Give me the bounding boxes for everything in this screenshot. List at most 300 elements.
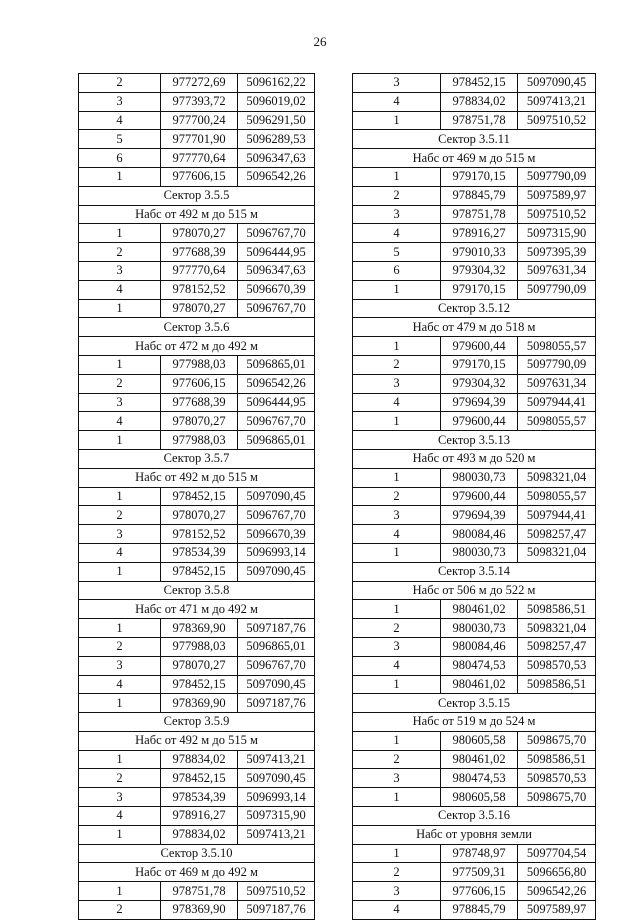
table-row [79,769,315,788]
table-row [353,468,596,487]
table-row [79,807,315,826]
x-coordinate-cell: 978152,52 [161,280,238,299]
x-coordinate-cell: 978070,27 [161,412,238,431]
y-coordinate-cell: 5096162,22 [238,74,315,93]
y-coordinate-cell: 5096767,70 [238,656,315,675]
y-coordinate-cell: 5096347,63 [238,261,315,280]
point-number-cell: 1 [353,731,441,750]
y-coordinate-cell: 5097187,76 [238,901,315,920]
x-coordinate-cell: 979170,15 [441,355,518,374]
table-row [79,431,315,450]
table-row [79,675,315,694]
x-coordinate-cell: 978070,27 [161,656,238,675]
point-number-cell: 1 [353,543,441,562]
table-row [353,731,596,750]
point-number-cell: 1 [353,337,441,356]
y-coordinate-cell: 5097413,21 [518,92,596,111]
x-coordinate-cell: 978751,78 [441,205,518,224]
table-row [353,374,596,393]
section-header-row [353,318,596,337]
x-coordinate-cell: 977606,15 [161,167,238,186]
point-number-cell: 1 [353,600,441,619]
y-coordinate-cell: 5096542,26 [238,374,315,393]
point-number-cell: 1 [353,675,441,694]
y-coordinate-cell: 5098586,51 [518,600,596,619]
x-coordinate-cell: 977509,31 [441,863,518,882]
point-number-cell: 2 [353,186,441,205]
point-number-cell: 6 [353,261,441,280]
y-coordinate-cell: 5098257,47 [518,637,596,656]
x-coordinate-cell: 978152,52 [161,525,238,544]
x-coordinate-cell: 978845,79 [441,186,518,205]
section-header-row [353,449,596,468]
point-number-cell: 3 [353,374,441,393]
table-row [79,543,315,562]
x-coordinate-cell: 980605,58 [441,731,518,750]
section-header-row [353,130,596,149]
x-coordinate-cell: 977688,39 [161,393,238,412]
x-coordinate-cell: 978369,90 [161,901,238,920]
table-row [353,675,596,694]
y-coordinate-cell: 5098055,57 [518,412,596,431]
x-coordinate-cell: 980474,53 [441,769,518,788]
point-number-cell: 3 [79,261,161,280]
section-header-cell: Набс от 472 м до 492 м [79,337,315,356]
table-row [353,280,596,299]
y-coordinate-cell: 5097187,76 [238,619,315,638]
point-number-cell: 6 [79,149,161,168]
y-coordinate-cell: 5097704,54 [518,844,596,863]
x-coordinate-cell: 978452,15 [161,769,238,788]
y-coordinate-cell: 5097944,41 [518,393,596,412]
table-row [353,111,596,130]
section-header-row [353,825,596,844]
x-coordinate-cell: 977688,39 [161,243,238,262]
point-number-cell: 1 [353,788,441,807]
y-coordinate-cell: 5098675,70 [518,731,596,750]
section-header-row [353,713,596,732]
point-number-cell: 1 [79,224,161,243]
point-number-cell: 1 [79,299,161,318]
section-header-row [79,863,315,882]
table-row [353,844,596,863]
x-coordinate-cell: 978916,27 [441,224,518,243]
point-number-cell: 1 [353,111,441,130]
point-number-cell: 3 [353,637,441,656]
section-header-row [79,186,315,205]
table-row [353,167,596,186]
table-row [79,393,315,412]
x-coordinate-cell: 977988,03 [161,355,238,374]
point-number-cell: 2 [79,374,161,393]
x-coordinate-cell: 978916,27 [161,807,238,826]
y-coordinate-cell: 5098675,70 [518,788,596,807]
section-header-row [79,581,315,600]
table-row [353,92,596,111]
y-coordinate-cell: 5096444,95 [238,243,315,262]
x-coordinate-cell: 978534,39 [161,788,238,807]
table-row [79,130,315,149]
y-coordinate-cell: 5098321,04 [518,543,596,562]
table-row [353,525,596,544]
y-coordinate-cell: 5097790,09 [518,167,596,186]
x-coordinate-cell: 977606,15 [161,374,238,393]
x-coordinate-cell: 977606,15 [441,882,518,901]
x-coordinate-cell: 979600,44 [441,412,518,431]
y-coordinate-cell: 5098321,04 [518,619,596,638]
x-coordinate-cell: 978070,27 [161,299,238,318]
table-row [79,280,315,299]
table-row [79,506,315,525]
y-coordinate-cell: 5096542,26 [238,167,315,186]
x-coordinate-cell: 977701,90 [161,130,238,149]
y-coordinate-cell: 5096444,95 [238,393,315,412]
x-coordinate-cell: 979170,15 [441,167,518,186]
table-row [79,562,315,581]
point-number-cell: 2 [79,506,161,525]
point-number-cell: 3 [79,788,161,807]
point-number-cell: 2 [79,74,161,93]
y-coordinate-cell: 5098570,53 [518,656,596,675]
point-number-cell: 3 [353,769,441,788]
table-row [353,186,596,205]
point-number-cell: 4 [353,525,441,544]
section-header-row [79,318,315,337]
y-coordinate-cell: 5097790,09 [518,355,596,374]
y-coordinate-cell: 5097510,52 [238,882,315,901]
y-coordinate-cell: 5096019,02 [238,92,315,111]
section-header-row [353,299,596,318]
x-coordinate-cell: 977272,69 [161,74,238,93]
x-coordinate-cell: 980030,73 [441,619,518,638]
y-coordinate-cell: 5096767,70 [238,224,315,243]
x-coordinate-cell: 979304,32 [441,374,518,393]
table-row [353,656,596,675]
point-number-cell: 2 [79,769,161,788]
section-header-row [79,449,315,468]
y-coordinate-cell: 5096670,39 [238,525,315,544]
x-coordinate-cell: 979010,33 [441,243,518,262]
y-coordinate-cell: 5097790,09 [518,280,596,299]
y-coordinate-cell: 5096289,53 [238,130,315,149]
x-coordinate-cell: 978369,90 [161,694,238,713]
point-number-cell: 1 [79,562,161,581]
point-number-cell: 1 [79,825,161,844]
point-number-cell: 4 [79,280,161,299]
x-coordinate-cell: 979694,39 [441,506,518,525]
table-row [79,656,315,675]
section-header-row [79,713,315,732]
point-number-cell: 1 [79,882,161,901]
point-number-cell: 2 [353,355,441,374]
table-row [79,111,315,130]
point-number-cell: 1 [79,355,161,374]
x-coordinate-cell: 978369,90 [161,619,238,638]
y-coordinate-cell: 5097413,21 [238,750,315,769]
x-coordinate-cell: 979694,39 [441,393,518,412]
point-number-cell: 3 [79,525,161,544]
point-number-cell: 2 [353,863,441,882]
y-coordinate-cell: 5098570,53 [518,769,596,788]
point-number-cell: 1 [353,412,441,431]
x-coordinate-cell: 980474,53 [441,656,518,675]
section-header-row [353,581,596,600]
table-row [79,92,315,111]
y-coordinate-cell: 5096542,26 [518,882,596,901]
section-header-cell: Сектор 3.5.6 [79,318,315,337]
section-header-row [79,205,315,224]
table-row [79,149,315,168]
y-coordinate-cell: 5097589,97 [518,901,596,920]
section-header-cell: Набс от уровня земли [353,825,596,844]
y-coordinate-cell: 5096767,70 [238,299,315,318]
x-coordinate-cell: 978834,02 [161,825,238,844]
point-number-cell: 5 [353,243,441,262]
table-row [79,694,315,713]
y-coordinate-cell: 5098586,51 [518,750,596,769]
point-number-cell: 4 [353,92,441,111]
x-coordinate-cell: 980461,02 [441,600,518,619]
x-coordinate-cell: 980084,46 [441,525,518,544]
y-coordinate-cell: 5097589,97 [518,186,596,205]
section-header-cell: Сектор 3.5.10 [79,844,315,863]
section-header-cell: Набс от 492 м до 515 м [79,731,315,750]
point-number-cell: 3 [353,506,441,525]
x-coordinate-cell: 979600,44 [441,487,518,506]
x-coordinate-cell: 978834,02 [161,750,238,769]
section-header-cell: Набс от 469 м до 515 м [353,149,596,168]
table-row [79,299,315,318]
table-row [353,788,596,807]
point-number-cell: 3 [353,205,441,224]
table-row [353,224,596,243]
y-coordinate-cell: 5097090,45 [518,74,596,93]
section-header-cell: Сектор 3.5.13 [353,431,596,450]
point-number-cell: 2 [79,637,161,656]
table-row [79,374,315,393]
y-coordinate-cell: 5097090,45 [238,562,315,581]
point-number-cell: 1 [353,468,441,487]
x-coordinate-cell: 980030,73 [441,468,518,487]
point-number-cell: 1 [353,280,441,299]
y-coordinate-cell: 5098257,47 [518,525,596,544]
point-number-cell: 4 [353,656,441,675]
section-header-cell: Набс от 469 м до 492 м [79,863,315,882]
table-row [353,506,596,525]
table-row [353,412,596,431]
section-header-row [79,337,315,356]
point-number-cell: 1 [79,431,161,450]
y-coordinate-cell: 5097944,41 [518,506,596,525]
section-header-row [353,431,596,450]
section-header-cell: Набс от 471 м до 492 м [79,600,315,619]
x-coordinate-cell: 978845,79 [441,901,518,920]
x-coordinate-cell: 977770,64 [161,261,238,280]
table-row [353,882,596,901]
x-coordinate-cell: 977393,72 [161,92,238,111]
section-header-cell: Набс от 492 м до 515 м [79,205,315,224]
table-row [79,224,315,243]
y-coordinate-cell: 5097187,76 [238,694,315,713]
y-coordinate-cell: 5097413,21 [238,825,315,844]
section-header-row [79,468,315,487]
y-coordinate-cell: 5097315,90 [518,224,596,243]
section-header-cell: Сектор 3.5.5 [79,186,315,205]
page-number: 26 [313,34,327,49]
x-coordinate-cell: 980030,73 [441,543,518,562]
y-coordinate-cell: 5097510,52 [518,111,596,130]
y-coordinate-cell: 5097090,45 [238,769,315,788]
x-coordinate-cell: 978452,15 [161,562,238,581]
table-row [79,355,315,374]
y-coordinate-cell: 5097395,39 [518,243,596,262]
table-row [79,901,315,920]
x-coordinate-cell: 977988,03 [161,637,238,656]
point-number-cell: 2 [79,243,161,262]
point-number-cell: 3 [353,74,441,93]
point-number-cell: 3 [79,92,161,111]
table-row [79,637,315,656]
x-coordinate-cell: 980084,46 [441,637,518,656]
coordinates-table-right [352,73,596,920]
point-number-cell: 1 [79,167,161,186]
point-number-cell: 5 [79,130,161,149]
table-row [79,882,315,901]
section-header-cell: Сектор 3.5.8 [79,581,315,600]
table-row [353,637,596,656]
table-row [353,355,596,374]
y-coordinate-cell: 5096865,01 [238,637,315,656]
point-number-cell: 4 [79,111,161,130]
point-number-cell: 3 [79,656,161,675]
table-row [79,243,315,262]
point-number-cell: 1 [79,694,161,713]
x-coordinate-cell: 979304,32 [441,261,518,280]
table-row [353,543,596,562]
x-coordinate-cell: 979600,44 [441,337,518,356]
section-header-cell: Сектор 3.5.12 [353,299,596,318]
section-header-cell: Набс от 492 м до 515 м [79,468,315,487]
x-coordinate-cell: 978748,97 [441,844,518,863]
y-coordinate-cell: 5097631,34 [518,261,596,280]
table-row [79,750,315,769]
table-row [353,750,596,769]
table-row [353,337,596,356]
y-coordinate-cell: 5097090,45 [238,675,315,694]
y-coordinate-cell: 5098055,57 [518,337,596,356]
table-row [353,863,596,882]
y-coordinate-cell: 5096767,70 [238,412,315,431]
section-header-row [79,844,315,863]
x-coordinate-cell: 980461,02 [441,675,518,694]
x-coordinate-cell: 977700,24 [161,111,238,130]
y-coordinate-cell: 5098055,57 [518,487,596,506]
y-coordinate-cell: 5097315,90 [238,807,315,826]
table-row [79,619,315,638]
table-row [79,74,315,93]
y-coordinate-cell: 5096656,80 [518,863,596,882]
y-coordinate-cell: 5096347,63 [238,149,315,168]
table-row [79,167,315,186]
table-row [353,487,596,506]
section-header-cell: Сектор 3.5.11 [353,130,596,149]
y-coordinate-cell: 5096767,70 [238,506,315,525]
x-coordinate-cell: 977770,64 [161,149,238,168]
y-coordinate-cell: 5096291,50 [238,111,315,130]
point-number-cell: 1 [79,619,161,638]
point-number-cell: 3 [353,882,441,901]
x-coordinate-cell: 978452,15 [441,74,518,93]
point-number-cell: 4 [79,807,161,826]
section-header-row [79,600,315,619]
x-coordinate-cell: 978834,02 [441,92,518,111]
y-coordinate-cell: 5096993,14 [238,543,315,562]
table-row [353,243,596,262]
section-header-cell: Сектор 3.5.15 [353,694,596,713]
point-number-cell: 1 [353,844,441,863]
table-row [353,205,596,224]
y-coordinate-cell: 5096993,14 [238,788,315,807]
x-coordinate-cell: 978452,15 [161,675,238,694]
coordinates-table-left [78,73,315,920]
y-coordinate-cell: 5098586,51 [518,675,596,694]
point-number-cell: 1 [353,167,441,186]
point-number-cell: 4 [353,901,441,920]
y-coordinate-cell: 5097510,52 [518,205,596,224]
x-coordinate-cell: 977988,03 [161,431,238,450]
point-number-cell: 2 [353,619,441,638]
section-header-cell: Набс от 493 м до 520 м [353,449,596,468]
section-header-cell: Сектор 3.5.9 [79,713,315,732]
section-header-row [79,731,315,750]
x-coordinate-cell: 978070,27 [161,506,238,525]
table-row [79,412,315,431]
y-coordinate-cell: 5096865,01 [238,355,315,374]
section-header-row [353,562,596,581]
x-coordinate-cell: 978751,78 [441,111,518,130]
y-coordinate-cell: 5098321,04 [518,468,596,487]
table-row [79,487,315,506]
section-header-cell: Набс от 519 м до 524 м [353,713,596,732]
point-number-cell: 4 [79,543,161,562]
y-coordinate-cell: 5097631,34 [518,374,596,393]
point-number-cell: 1 [79,750,161,769]
table-row [79,825,315,844]
table-row [353,600,596,619]
section-header-cell: Набс от 506 м до 522 м [353,581,596,600]
point-number-cell: 2 [353,750,441,769]
x-coordinate-cell: 979170,15 [441,280,518,299]
table-row [353,769,596,788]
table-row [353,393,596,412]
table-row [353,901,596,920]
table-row [353,261,596,280]
table-row [79,261,315,280]
section-header-row [353,694,596,713]
x-coordinate-cell: 980461,02 [441,750,518,769]
point-number-cell: 4 [79,675,161,694]
table-row [353,619,596,638]
point-number-cell: 2 [79,901,161,920]
y-coordinate-cell: 5096865,01 [238,431,315,450]
section-header-row [353,807,596,826]
point-number-cell: 1 [79,487,161,506]
point-number-cell: 4 [353,224,441,243]
x-coordinate-cell: 978070,27 [161,224,238,243]
point-number-cell: 4 [353,393,441,412]
y-coordinate-cell: 5097090,45 [238,487,315,506]
x-coordinate-cell: 978534,39 [161,543,238,562]
